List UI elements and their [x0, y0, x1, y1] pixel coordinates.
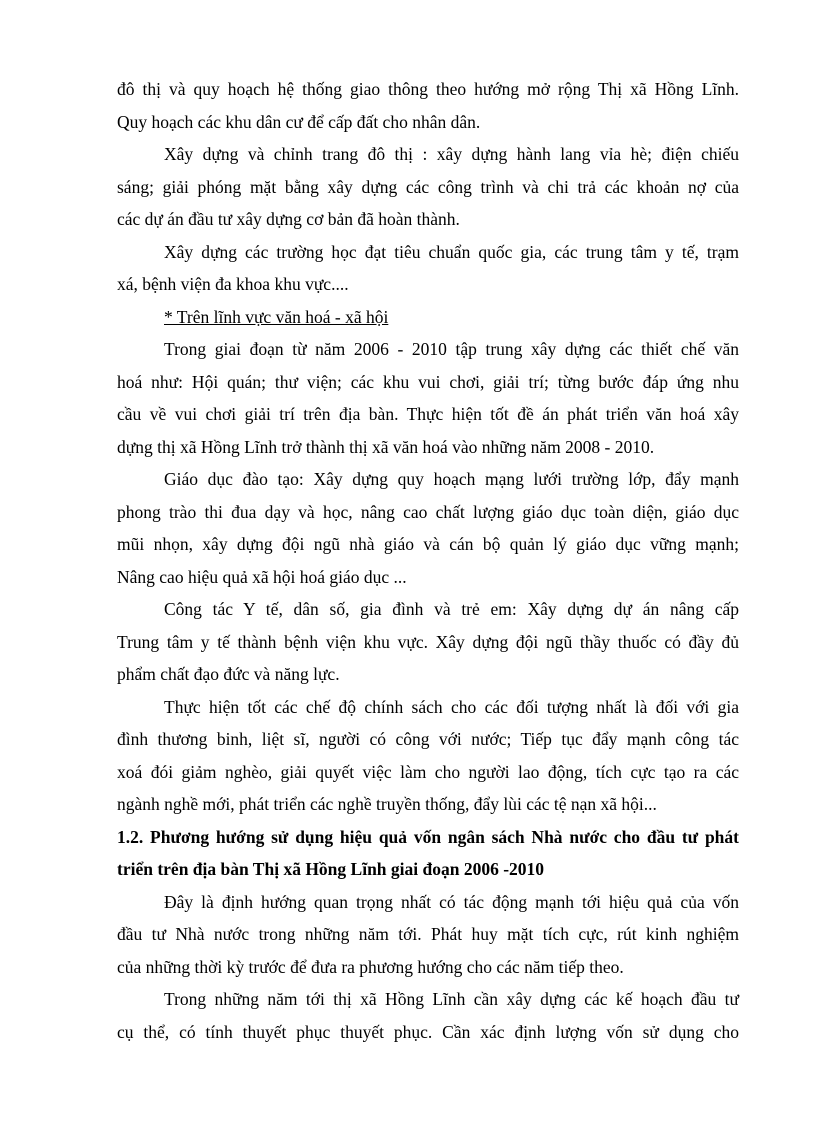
text-line: Thực hiện tốt các chế độ chính sách cho các đối tượng nhất là đối với gia [164, 696, 739, 717]
text-line: đình thương binh, liệt sĩ, người có công với nước; Tiếp tục đẩy mạnh công tác [117, 729, 739, 749]
text-line: Giáo dục đào tạo: Xây dựng quy hoạch mạng lưới trường lớp, đẩy mạnh [164, 469, 739, 489]
section-heading [117, 821, 739, 886]
paragraph [117, 593, 739, 691]
paragraph [117, 886, 739, 984]
text-line: Nâng cao hiệu quả xã hội hoá giáo dục ... [117, 566, 407, 587]
text-line: mũi nhọn, xây dựng đội ngũ nhà giáo và cán bộ quản lý giáo dục vững mạnh; [117, 534, 739, 554]
paragraph [117, 333, 739, 463]
text-line: ngành nghề mới, phát triển các nghề truyền thống, đẩy lùi các tệ nạn xã hội... [117, 794, 657, 814]
text-line: Công tác Y tế, dân số, gia đình và trẻ em: Xây dựng dự án nâng cấp [164, 599, 739, 619]
heading-line: triển trên địa bàn Thị xã Hồng Lĩnh giai đoạn 2006 -2010 [117, 859, 545, 879]
text-line: Xây dựng và chỉnh trang đô thị : xây dựng hành lang vỉa hè; điện chiếu [164, 144, 739, 164]
text-line: sáng; giải phóng mặt bằng xây dựng các công trình và chi trả các khoản nợ của [117, 176, 739, 197]
paragraph [117, 983, 739, 1048]
text-line: cụ thể, có tính thuyết phục thuyết phục. Cần xác định lượng vốn sử dụng cho [117, 1021, 739, 1042]
section-subheading: * Trên lĩnh vực văn hoá - xã hội [164, 306, 389, 327]
text-line: hoá như: Hội quán; thư viện; các khu vui chơi, giải trí; từng bước đáp ứng nhu [117, 371, 739, 392]
text-line: Đây là định hướng quan trọng nhất có tác động mạnh tới hiệu quả của vốn [164, 891, 739, 912]
text-line: Xây dựng các trường học đạt tiêu chuẩn quốc gia, các trung tâm y tế, trạm [164, 241, 739, 262]
paragraph [117, 138, 739, 236]
text-line: đô thị và quy hoạch hệ thống giao thông theo hướng mở rộng Thị xã Hồng Lĩnh. [117, 79, 739, 99]
text-line: phong trào thi đua dạy và học, nâng cao chất lượng giáo dục toàn diện, giáo dục [117, 501, 739, 522]
text-line: cầu về vui chơi giải trí trên địa bàn. Thực hiện tốt đề án phát triển văn hoá xây [117, 404, 739, 424]
text-line: Trung tâm y tế thành bệnh viện khu vực. Xây dựng đội ngũ thầy thuốc có đầy đủ [117, 631, 739, 652]
text-line: Trong giai đoạn từ năm 2006 - 2010 tập trung xây dựng các thiết chế văn [164, 339, 739, 359]
paragraph [117, 236, 739, 301]
text-line: xoá đói giảm nghèo, giải quyết việc làm cho người lao động, tích cực tạo ra các [117, 761, 739, 782]
text-line: Trong những năm tới thị xã Hồng Lĩnh cần xây dựng các kế hoạch đầu tư [164, 989, 739, 1009]
text-line: phẩm chất đạo đức và năng lực. [117, 664, 340, 684]
document-page [117, 73, 739, 1048]
text-line: các dự án đầu tư xây dựng cơ bản đã hoàn thành. [117, 209, 460, 229]
text-line: đầu tư Nhà nước trong những năm tới. Phát huy mặt tích cực, rút kinh nghiệm [117, 924, 739, 944]
heading-line: 1.2. Phương hướng sử dụng hiệu quả vốn ngân sách Nhà nước cho đầu tư phát [117, 826, 739, 847]
paragraph [117, 463, 739, 593]
text-line: xá, bệnh viện đa khoa khu vực.... [117, 274, 349, 294]
paragraph [117, 691, 739, 821]
text-line: dựng thị xã Hồng Lĩnh trở thành thị xã văn hoá vào những năm 2008 - 2010. [117, 436, 655, 457]
text-line: của những thời kỳ trước để đưa ra phương hướng cho các năm tiếp theo. [117, 956, 624, 977]
text-line: Quy hoạch các khu dân cư để cấp đất cho nhân dân. [117, 111, 481, 132]
paragraph [117, 73, 739, 138]
